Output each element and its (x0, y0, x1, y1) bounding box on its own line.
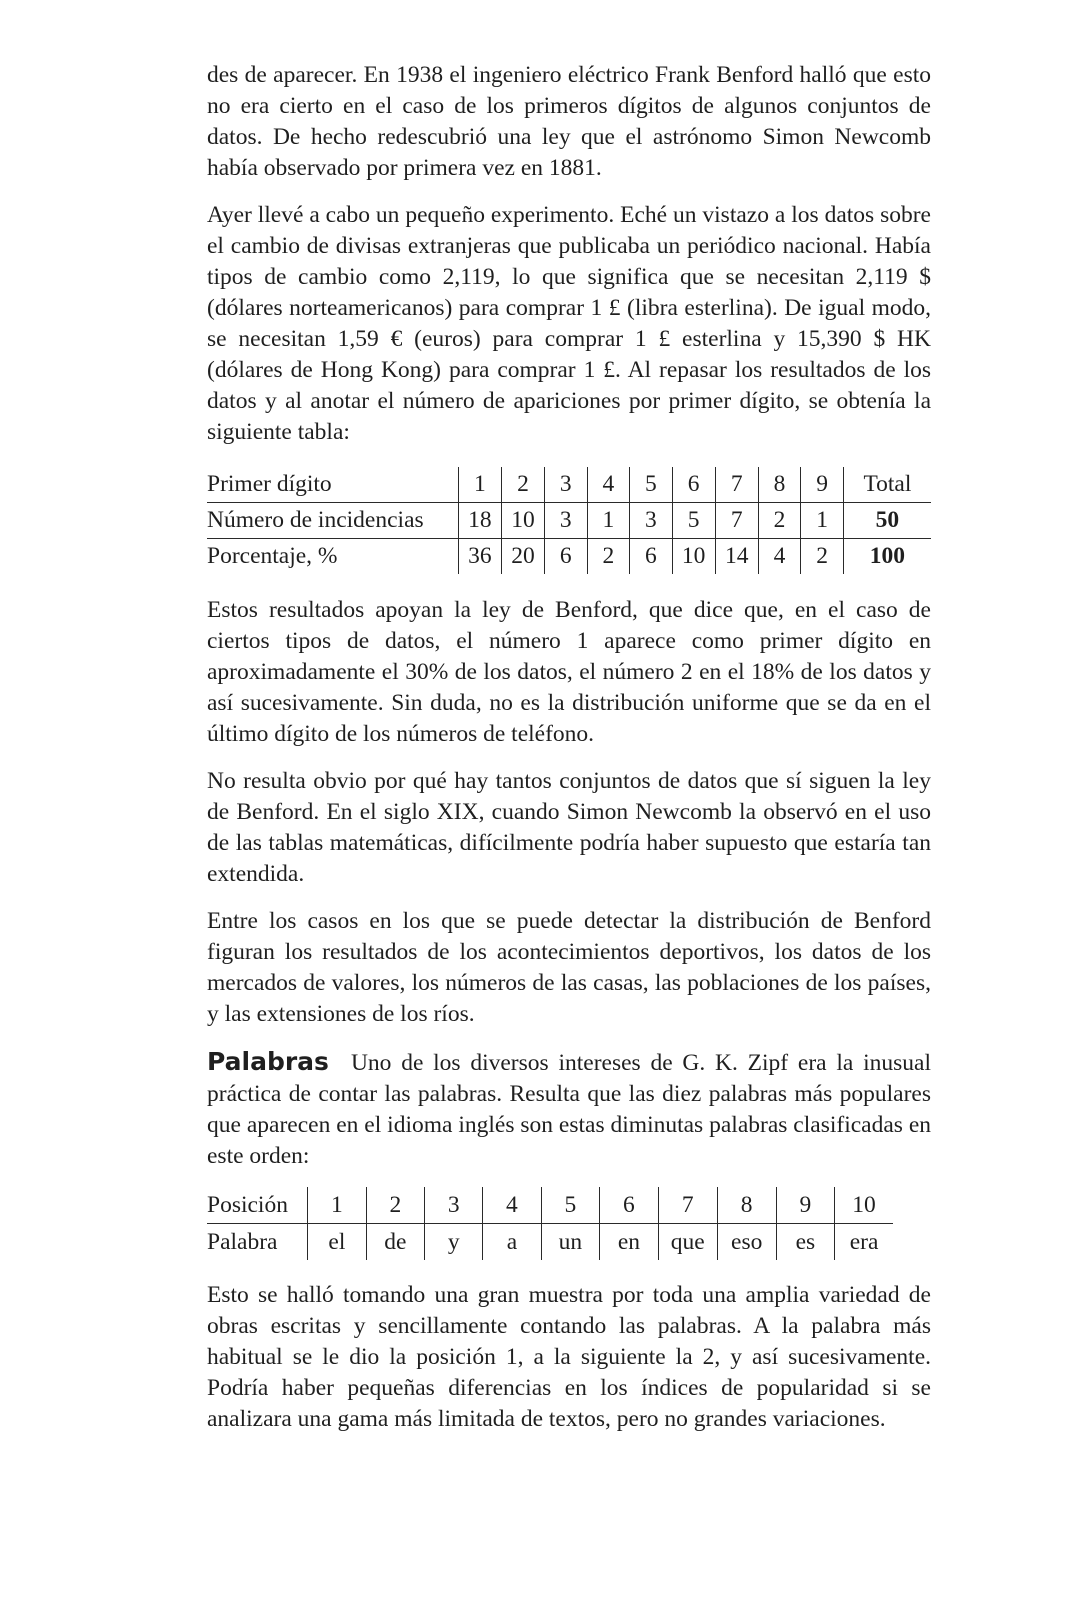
table-cell: 3 (545, 503, 588, 539)
table-cell: 2 (587, 539, 630, 575)
paragraph: Estos resultados apoyan la ley de Benford, que dice que, en el caso de ciertos tipos de datos, el número 1 aparece como primer dígito en aproximadamente el 30% de los datos, el número 2 en el 18% de los datos y así sucesivamente. Sin duda, no es la distribución uniforme que se da en el último dígito de los números de teléfono. (207, 597, 931, 747)
table-cell: 5 (541, 1187, 600, 1224)
table-cell: 6 (545, 539, 588, 575)
table-cell: 10 (672, 539, 715, 575)
table-row-label: Porcentaje, % (207, 543, 338, 569)
words-table (207, 1187, 893, 1260)
table-cell: 8 (717, 1187, 776, 1224)
table-cell: 1 (801, 503, 844, 539)
table-cell: 8 (758, 467, 801, 503)
table-cell: era (835, 1224, 893, 1261)
table-cell: eso (717, 1224, 776, 1261)
paragraph (207, 1046, 931, 1170)
table-cell: 3 (545, 467, 588, 503)
paragraph: Entre los casos en los que se puede detectar la distribución de Benford figuran los resultados de los acontecimientos deportivos, los datos de los mercados de valores, los números de las casas, las poblaciones de los países, y las extensiones de los ríos. (207, 908, 931, 1027)
table-cell: 10 (835, 1187, 893, 1224)
table-row (207, 1187, 893, 1224)
table-cell: 36 (458, 539, 501, 575)
table-cell: 6 (600, 1187, 659, 1224)
table-cell: que (658, 1224, 717, 1261)
table-header-label: Posición (207, 1187, 308, 1224)
table-cell: en (600, 1224, 659, 1261)
paragraph: Ayer llevé a cabo un pequeño experimento. Eché un vistazo a los datos sobre el cambio de divisas extranjeras que publicaba un periódico nacional. Había tipos de cambio como 2,119, lo que significa que se necesitan 2,119 $ (dólares norteamericanos) para comprar 1 £ (libra esterlina). De igual modo, se necesitan 1,59 € (euros) para comprar 1 £ esterlina y 15,390 $ HK (dólares de Hong Kong) para comprar 1 £. Al repasar los resultados de los datos y al anotar el número de apariciones por primer dígito, se obtenía la siguiente tabla: (207, 202, 931, 445)
table-cell: 1 (458, 467, 501, 503)
table-cell: 10 (501, 503, 544, 539)
paragraph-text: Uno de los diversos intereses de G. K. Zipf era la inusual práctica de contar las palabras. Resulta que las diez palabras más populares que aparecen en el idioma inglés son estas diminutas palabras clasificadas en este orden: (207, 1050, 931, 1169)
paragraph: Esto se halló tomando una gran muestra por toda una amplia variedad de obras escritas y sencillamente contando las palabras. A la palabra más habitual se le dio la posición 1, a la siguiente la 2, y así sucesivamente. Podría haber pequeñas diferencias en los índices de popularidad si se analizara una gama más limitada de textos, pero no grandes variaciones. (207, 1282, 931, 1432)
table-cell: 2 (366, 1187, 425, 1224)
section-title: Palabras (207, 1047, 329, 1076)
table-cell: 14 (715, 539, 758, 575)
table-cell: el (308, 1224, 366, 1261)
table-cell: 9 (801, 467, 844, 503)
table-cell: 6 (630, 539, 673, 575)
paragraph: No resulta obvio por qué hay tantos conjuntos de datos que sí siguen la ley de Benford. En el siglo XIX, cuando Simon Newcomb la observó en el uso de las tablas matemáticas, difícilmente podría haber supuesto que estaría tan extendida. (207, 768, 931, 887)
table-cell: y (425, 1224, 483, 1261)
table-cell: 2 (501, 467, 544, 503)
table-cell: 18 (458, 503, 501, 539)
table-cell: de (366, 1224, 425, 1261)
table-cell: 20 (501, 539, 544, 575)
table-cell: 5 (630, 467, 673, 503)
table-cell: 2 (758, 503, 801, 539)
benford-table (207, 467, 931, 574)
table-cell: 4 (483, 1187, 541, 1224)
table-cell: 6 (672, 467, 715, 503)
table-row (207, 503, 931, 539)
table-cell: es (776, 1224, 834, 1261)
table-cell: 9 (776, 1187, 834, 1224)
table-cell: 4 (758, 539, 801, 575)
paragraph: des de aparecer. En 1938 el ingeniero eléctrico Frank Benford halló que esto no era cierto en el caso de los primeros dígitos de algunos conjuntos de datos. De hecho redescubrió una ley que el astrónomo Simon Newcomb había observado por primera vez en 1881. (207, 62, 931, 181)
table-header-label: Primer dígito (207, 467, 458, 503)
table-row (207, 539, 931, 575)
table-cell: 2 (801, 539, 844, 575)
table-row (207, 1224, 893, 1261)
table-cell: 1 (587, 503, 630, 539)
table-cell: 4 (587, 467, 630, 503)
page-body (207, 60, 931, 1466)
table-cell: Total (843, 467, 931, 503)
table-cell: 7 (715, 503, 758, 539)
table-cell: a (483, 1224, 541, 1261)
table-cell: 100 (843, 539, 931, 575)
table-row (207, 467, 931, 503)
table-cell: 3 (425, 1187, 483, 1224)
table-row-label: Número de incidencias (207, 503, 458, 539)
table-row-label: Palabra (207, 1229, 278, 1255)
table-cell: 7 (658, 1187, 717, 1224)
table-cell: 1 (308, 1187, 366, 1224)
table-cell: 5 (672, 503, 715, 539)
table-cell: un (541, 1224, 600, 1261)
table-cell: 3 (630, 503, 673, 539)
table-cell: 7 (715, 467, 758, 503)
table-cell: 50 (843, 503, 931, 539)
